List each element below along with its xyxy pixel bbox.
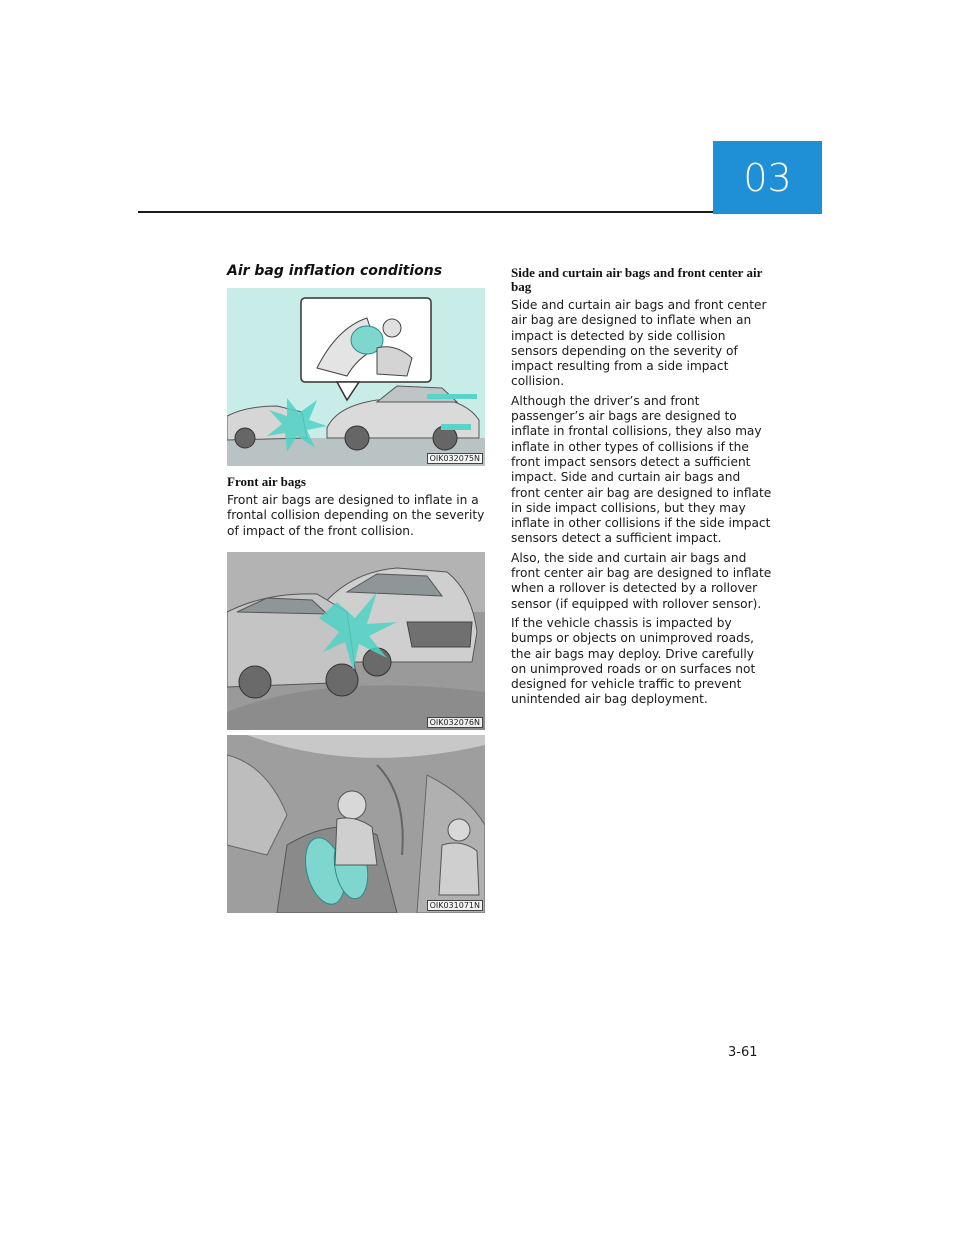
figure-code: OIK032075N bbox=[427, 453, 483, 464]
chapter-tab bbox=[713, 141, 822, 214]
side-collision-illustration bbox=[227, 552, 485, 730]
interior-airbags-illustration bbox=[227, 735, 485, 913]
section-title: Air bag inflation conditions bbox=[227, 263, 443, 279]
paragraph: Also, the side and curtain air bags and front center air bag are designed to inflate when a rollover is detected by a rollover sensor (if equipped with rollover sensor). bbox=[511, 550, 772, 611]
right-column bbox=[511, 266, 773, 708]
front-collision-illustration bbox=[227, 288, 485, 466]
front-airbags-heading: Front air bags bbox=[227, 474, 306, 489]
figure-front-collision bbox=[227, 288, 485, 466]
page-number: 3-61 bbox=[728, 1045, 758, 1060]
chapter-number: 03 bbox=[743, 155, 792, 200]
paragraph: If the vehicle chassis is impacted by bumps or objects on unimproved roads, the air bags may deploy. Drive carefully on unimproved roads or on surfaces not designed for vehicle traffic to prevent unintended air bag deployment. bbox=[511, 615, 756, 707]
paragraph: Side and curtain air bags and front center air bag are designed to inflate when an impact is detected by side collision sensors depending on the severity of impact resulting from a side impact collision. bbox=[511, 298, 767, 389]
figure-interior-airbags bbox=[227, 735, 485, 913]
header-rule bbox=[138, 211, 713, 213]
front-airbags-text: Front air bags are designed to inflate in a frontal collision depending on the severity of impact of the front collision. bbox=[227, 493, 485, 538]
figure-code: OIK032076N bbox=[427, 717, 483, 728]
figure-code: OIK031071N bbox=[427, 900, 483, 911]
paragraph: Although the driver’s and front passenger’s air bags are designed to inflate in frontal collisions, they also may inflate in other types of collisions if the front impact sensors detect a sufficient impact. Side and curtain air bags and front center air bag are designed to inflate in side impact collisions, but they may inflate in other collisions if the side impact sensors detect a sufficient impact. bbox=[511, 393, 772, 546]
side-curtain-heading: Side and curtain air bags and front center air bag bbox=[511, 265, 763, 294]
figure-side-collision bbox=[227, 552, 485, 730]
